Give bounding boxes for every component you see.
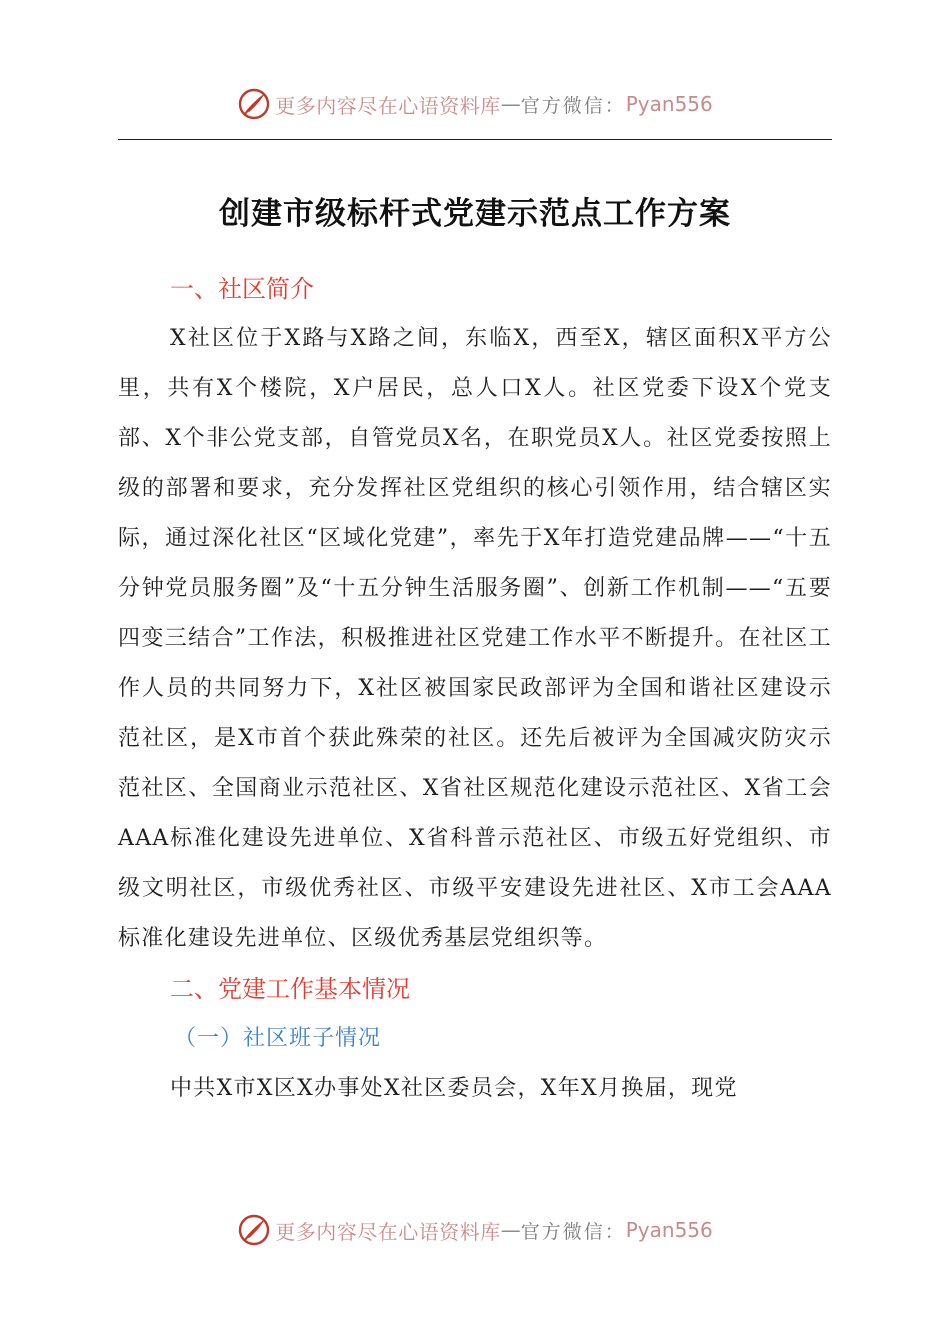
subsection-heading-leadership: （一）社区班子情况 [174, 1026, 382, 1051]
banner-wechat-id: Pyan556 [625, 92, 713, 116]
section-intro-paragraph: X社区位于X路与X路之间，东临X，西至X，辖区面积X平方公里，共有X个楼院，X户居民，总人口X人。社区党委下设X个党支部、X个非公党支部，自管党员X名，在职党员X人。社区党委按照上级的部署和要求，充分发挥社区党组织的核心引领作用，结合辖区实际，通过深化社区“区域化党建”，率先于X年打造党建品牌——“十五分钟党员服务圈”及“十五分钟生活服务圈”、创新工作机制——“五要四变三结合”工作法，积极推进社区党建工作水平不断提升。在社区工作人员的共同努力下，X社区被国家民政部评为全国和谐社区建设示范社区，是X市首个获此殊荣的社区。还先后被评为全国减灾防灾示范社区、全国商业示范社区、X省社区规范化建设示范社区、X省工会AAA标准化建设先进单位、X省科普示范社区、市级五好党组织、市级文明社区，市级优秀社区、市级平安建设先进社区、X市工会AAA标准化建设先进单位、区级优秀基层党组织等。 [118, 326, 832, 951]
footer-banner [0, 1208, 950, 1252]
document-body [118, 264, 832, 1114]
document-title: 创建市级标杆式党建示范点工作方案 [219, 196, 731, 232]
header-divider [118, 139, 832, 140]
footer-site-text: 更多内容尽在心语资料库 [275, 1219, 501, 1244]
banner-wechat-label: 官方微信： [520, 94, 626, 117]
quill-logo-icon [237, 1213, 271, 1247]
quill-logo-icon [237, 87, 271, 121]
banner-dash: — [500, 92, 521, 116]
footer-wechat-id: Pyan556 [625, 1218, 713, 1242]
banner-site-text: 更多内容尽在心语资料库 [275, 93, 501, 118]
footer-wechat-label: 官方微信： [520, 1220, 626, 1243]
section-heading-party-building: 二、党建工作基本情况 [170, 975, 410, 1003]
section-heading-intro: 一、社区简介 [170, 275, 314, 303]
subsection-leadership-paragraph: 中共X市X区X办事处X社区委员会，X年X月换届，现党 [170, 1076, 738, 1101]
header-banner [0, 82, 950, 126]
footer-dash: — [500, 1218, 521, 1242]
